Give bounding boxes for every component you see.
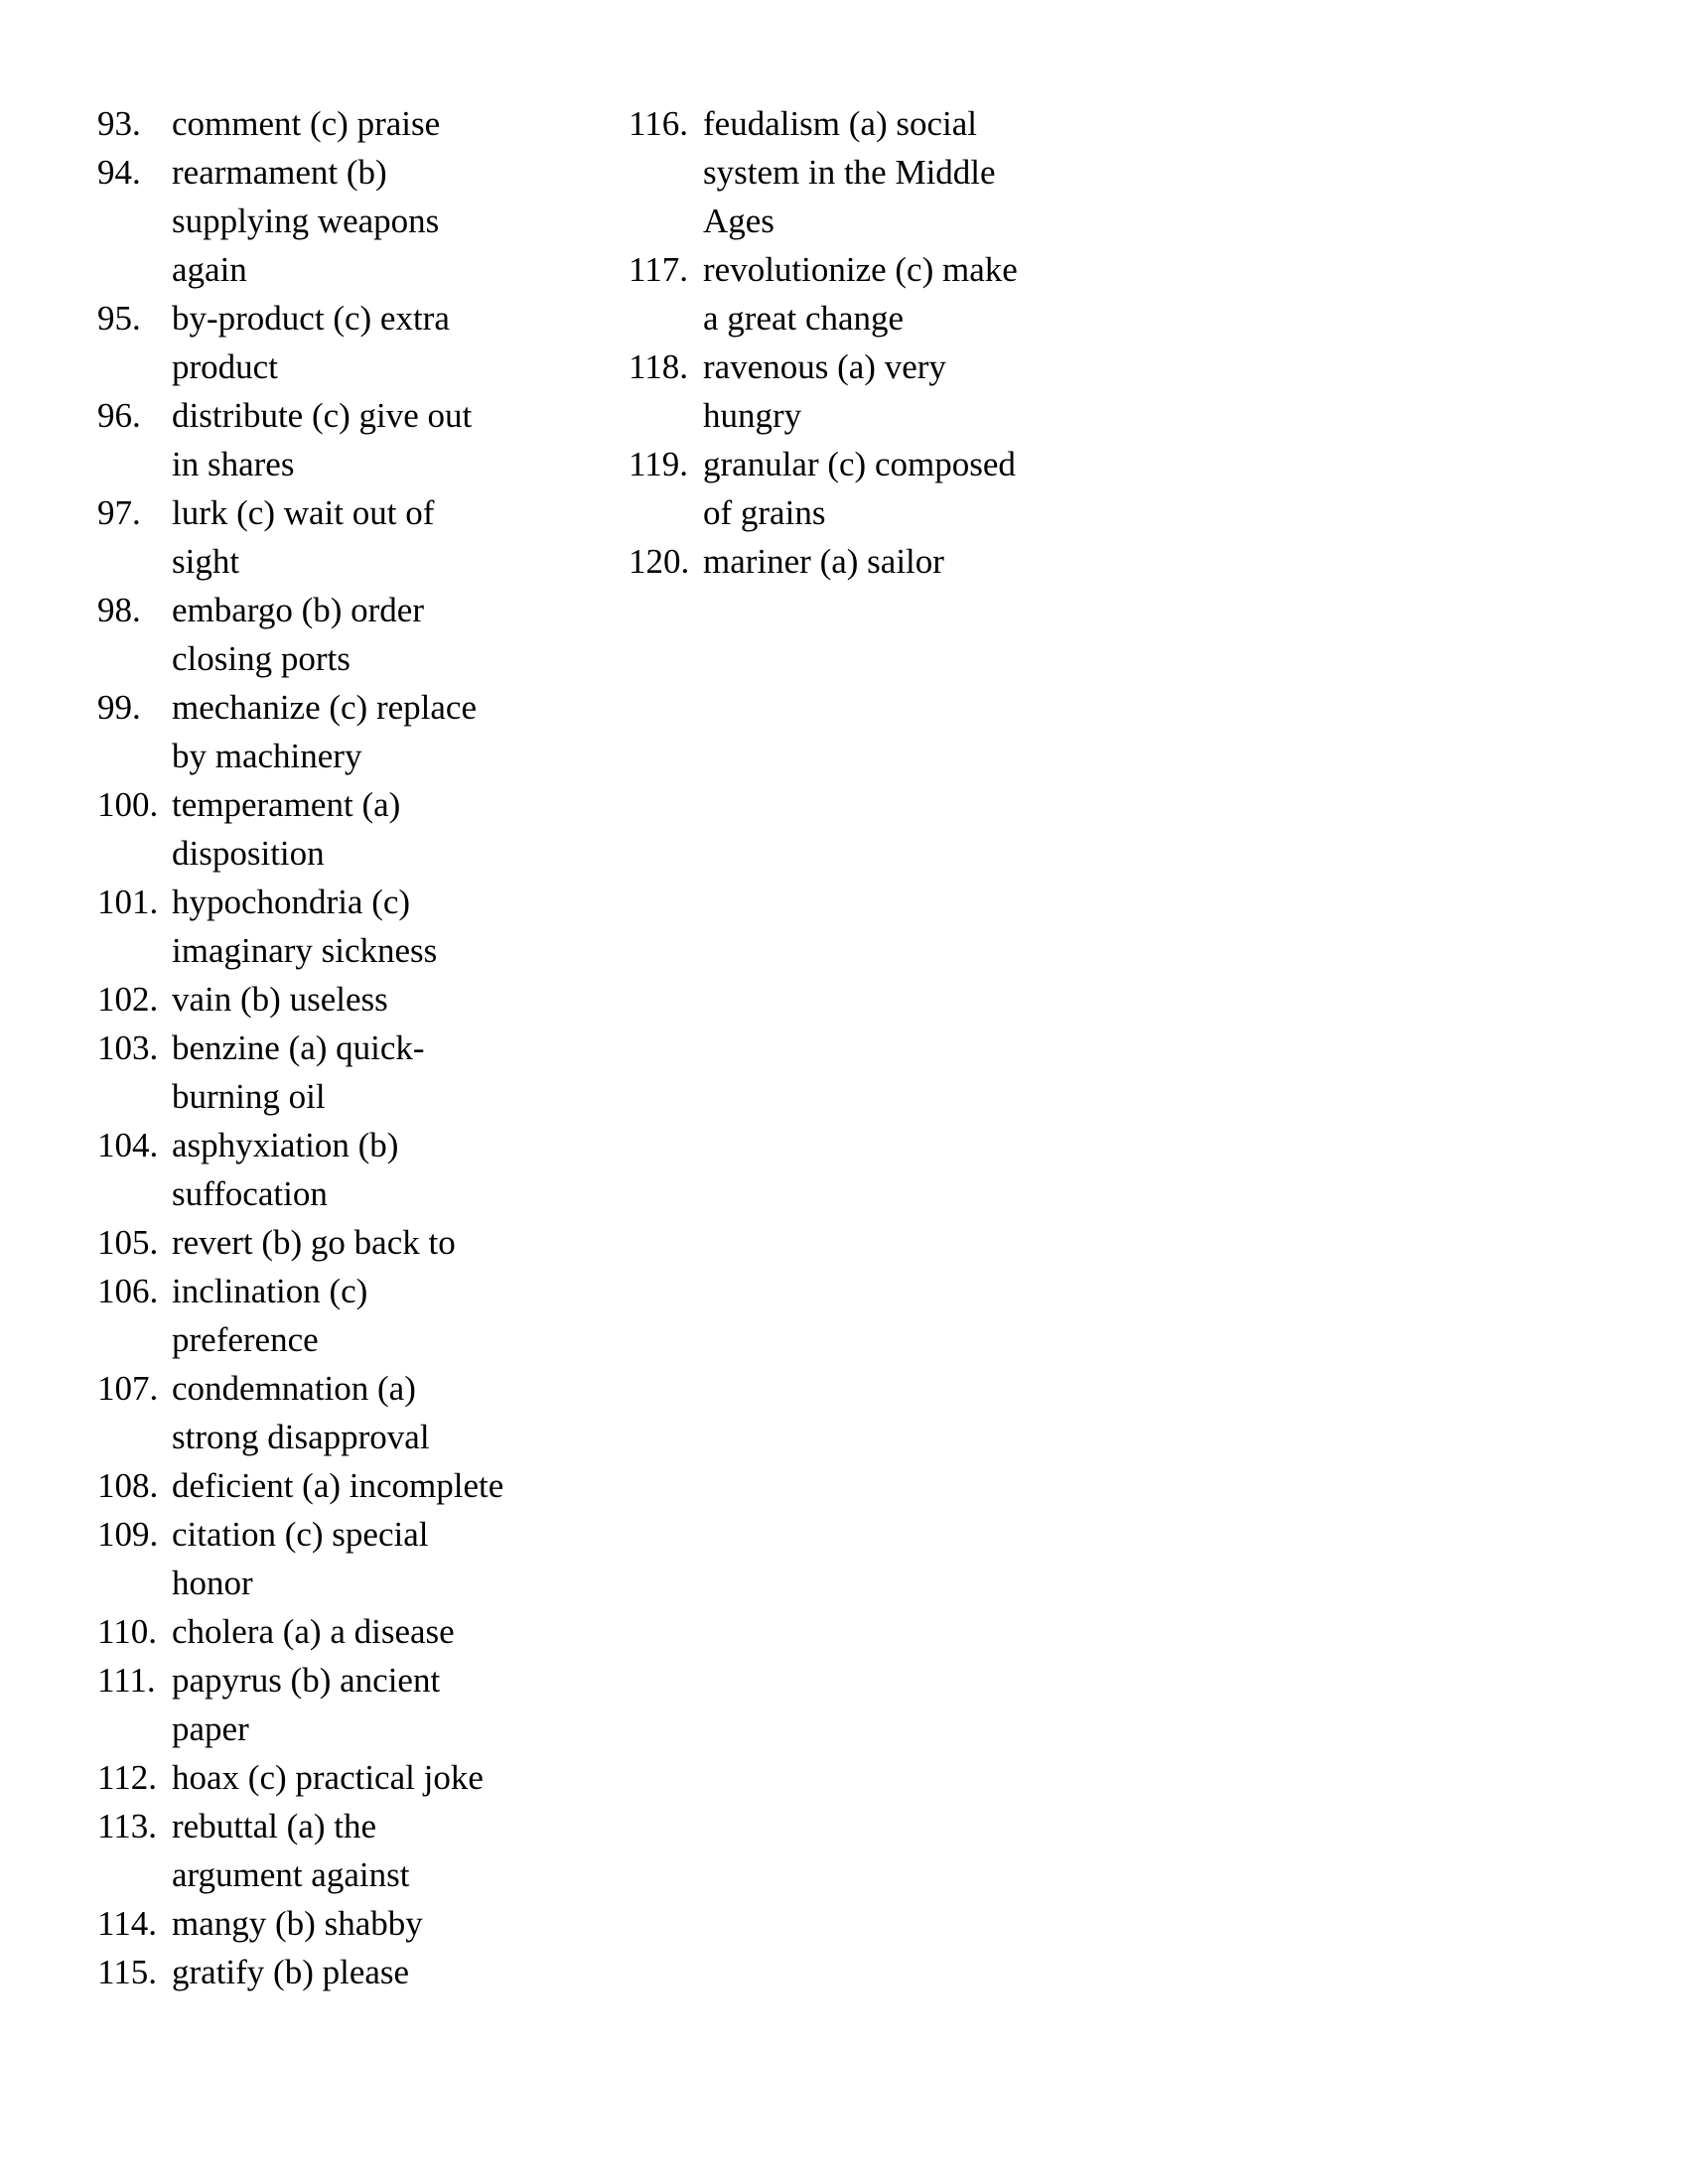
- item-number: 98.: [97, 591, 141, 629]
- item-text: [172, 1121, 554, 1218]
- item-text-line: citation (c) special: [172, 1515, 429, 1554]
- item-text: [172, 1656, 554, 1753]
- item-text: [703, 99, 1125, 245]
- item-number: 94.: [97, 153, 141, 192]
- item-text: [172, 975, 554, 1024]
- item-text-line: gratify (b) please: [172, 1953, 410, 1991]
- item-text: [172, 1753, 554, 1802]
- item-text-line: embargo (b) order: [172, 591, 424, 629]
- item-text-line: hypochondria (c): [172, 883, 411, 921]
- item-text: [703, 342, 1125, 440]
- item-number: 109.: [97, 1515, 159, 1554]
- item-text: [172, 878, 554, 975]
- item-text-line: sight: [172, 542, 240, 581]
- answer-item: [97, 1364, 554, 1461]
- item-text: [172, 1267, 554, 1364]
- item-text-line: honor: [172, 1564, 253, 1602]
- item-text-line: preference: [172, 1320, 319, 1359]
- item-text: [703, 440, 1125, 537]
- item-text: [172, 586, 554, 683]
- item-number: 107.: [97, 1369, 159, 1408]
- answer-item: [97, 391, 554, 488]
- item-text-line: suffocation: [172, 1174, 328, 1213]
- item-text: [172, 294, 554, 391]
- item-text-line: closing ports: [172, 639, 351, 678]
- item-number: 100.: [97, 785, 159, 824]
- item-text-line: imaginary sickness: [172, 931, 438, 970]
- answer-item: [97, 294, 554, 391]
- item-text-line: in shares: [172, 445, 295, 483]
- item-text: [703, 245, 1125, 342]
- item-text-line: paper: [172, 1709, 249, 1748]
- item-number: 115.: [97, 1953, 157, 1991]
- item-text: [172, 780, 554, 878]
- answer-list-left-column: [97, 99, 554, 1996]
- item-number: 120.: [629, 542, 690, 581]
- item-text: [172, 683, 554, 780]
- item-number: 104.: [97, 1126, 159, 1164]
- answer-item: [629, 99, 1125, 245]
- item-number: 93.: [97, 104, 141, 143]
- answer-item: [97, 148, 554, 294]
- item-text-line: system in the Middle: [703, 153, 996, 192]
- item-text-line: by machinery: [172, 737, 362, 775]
- item-number: 106.: [97, 1272, 159, 1310]
- item-number: 111.: [97, 1661, 156, 1700]
- item-text-line: disposition: [172, 834, 325, 873]
- item-text: [172, 1218, 554, 1267]
- item-text-line: deficient (a) incomplete: [172, 1466, 504, 1505]
- item-text-line: revert (b) go back to: [172, 1223, 456, 1262]
- item-text-line: ravenous (a) very: [703, 347, 946, 386]
- item-text-line: revolutionize (c) make: [703, 250, 1018, 289]
- answer-item: [97, 878, 554, 975]
- item-text: [172, 148, 554, 294]
- item-number: 112.: [97, 1758, 157, 1797]
- item-text-line: of grains: [703, 493, 826, 532]
- answer-item: [97, 1121, 554, 1218]
- item-text-line: benzine (a) quick-: [172, 1028, 425, 1067]
- answer-item: [97, 1899, 554, 1948]
- item-text: [172, 1364, 554, 1461]
- item-number: 116.: [629, 104, 688, 143]
- item-text-line: temperament (a): [172, 785, 401, 824]
- answer-item: [97, 683, 554, 780]
- item-text-line: mangy (b) shabby: [172, 1904, 423, 1943]
- item-text: [172, 1802, 554, 1899]
- item-text-line: inclination (c): [172, 1272, 368, 1310]
- answer-item: [97, 1802, 554, 1899]
- item-text-line: a great change: [703, 299, 905, 338]
- answer-item: [97, 975, 554, 1024]
- item-text: [172, 1607, 554, 1656]
- item-text-line: rearmament (b): [172, 153, 387, 192]
- item-text-line: vain (b) useless: [172, 980, 388, 1019]
- answer-item: [97, 1656, 554, 1753]
- item-number: 101.: [97, 883, 159, 921]
- item-text-line: mechanize (c) replace: [172, 688, 477, 727]
- answer-item: [97, 1024, 554, 1121]
- answer-item: [97, 99, 554, 148]
- item-text-line: strong disapproval: [172, 1418, 430, 1456]
- item-text-line: cholera (a) a disease: [172, 1612, 455, 1651]
- item-text: [172, 99, 554, 148]
- answer-item: [97, 1753, 554, 1802]
- item-number: 119.: [629, 445, 688, 483]
- item-text-line: granular (c) composed: [703, 445, 1016, 483]
- item-text-line: argument against: [172, 1855, 410, 1894]
- item-text-line: asphyxiation (b): [172, 1126, 399, 1164]
- answer-list-right-column: [629, 99, 1125, 586]
- item-text-line: burning oil: [172, 1077, 326, 1116]
- answer-item: [97, 488, 554, 586]
- answer-item: [629, 537, 1125, 586]
- item-text-line: product: [172, 347, 278, 386]
- item-text-line: comment (c) praise: [172, 104, 441, 143]
- item-number: 113.: [97, 1807, 157, 1845]
- answer-item: [629, 245, 1125, 342]
- answer-item: [97, 1510, 554, 1607]
- item-number: 103.: [97, 1028, 159, 1067]
- item-number: 108.: [97, 1466, 159, 1505]
- item-text-line: by-product (c) extra: [172, 299, 450, 338]
- item-text-line: condemnation (a): [172, 1369, 416, 1408]
- item-text: [172, 391, 554, 488]
- item-text: [172, 1510, 554, 1607]
- item-text: [172, 488, 554, 586]
- item-text-line: feudalism (a) social: [703, 104, 978, 143]
- item-number: 114.: [97, 1904, 157, 1943]
- item-number: 105.: [97, 1223, 159, 1262]
- answer-item: [97, 1267, 554, 1364]
- item-text: [703, 537, 1125, 586]
- item-number: 118.: [629, 347, 688, 386]
- item-number: 96.: [97, 396, 141, 435]
- item-number: 95.: [97, 299, 141, 338]
- item-text-line: supplying weapons: [172, 202, 440, 240]
- item-text-line: again: [172, 250, 247, 289]
- item-text-line: papyrus (b) ancient: [172, 1661, 441, 1700]
- item-text-line: hoax (c) practical joke: [172, 1758, 484, 1797]
- answer-item: [629, 440, 1125, 537]
- answer-item: [97, 1461, 554, 1510]
- item-text: [172, 1461, 554, 1510]
- answer-item: [97, 780, 554, 878]
- item-number: 117.: [629, 250, 688, 289]
- item-text-line: hungry: [703, 396, 802, 435]
- item-text-line: Ages: [703, 202, 774, 240]
- item-text: [172, 1024, 554, 1121]
- item-number: 99.: [97, 688, 141, 727]
- item-text: [172, 1948, 554, 1996]
- answer-item: [97, 586, 554, 683]
- item-text: [172, 1899, 554, 1948]
- item-text-line: distribute (c) give out: [172, 396, 473, 435]
- item-number: 110.: [97, 1612, 157, 1651]
- item-text-line: rebuttal (a) the: [172, 1807, 377, 1845]
- answer-item: [97, 1607, 554, 1656]
- item-number: 97.: [97, 493, 141, 532]
- answer-item: [629, 342, 1125, 440]
- answer-item: [97, 1218, 554, 1267]
- item-text-line: mariner (a) sailor: [703, 542, 944, 581]
- answer-item: [97, 1948, 554, 1996]
- item-number: 102.: [97, 980, 159, 1019]
- item-text-line: lurk (c) wait out of: [172, 493, 435, 532]
